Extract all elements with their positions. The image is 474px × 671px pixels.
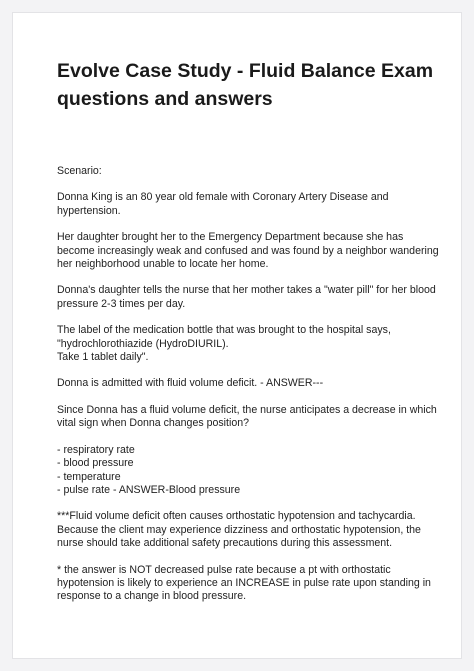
paragraph-admission: Donna is admitted with fluid volume deficit. - ANSWER--- bbox=[57, 377, 324, 390]
document-body bbox=[57, 165, 441, 617]
paragraph-ed-visit: Her daughter brought her to the Emergency Department because she has become increasingly weak and confused and was found by a neighbor wandering her neighborhood unable to locate her home. bbox=[57, 231, 439, 271]
list-item: - temperature bbox=[57, 470, 121, 483]
list-item: - pulse rate - ANSWER-Blood pressure bbox=[57, 483, 241, 496]
paragraph-note: * the answer is NOT decreased pulse rate because a pt with orthostatic hypotension is likely to experience an INCREASE in pulse rate upon standing in response to a change in blood pressure. bbox=[57, 563, 431, 603]
answer-options bbox=[57, 444, 441, 498]
list-item: - blood pressure bbox=[57, 457, 134, 470]
paragraph-water-pill: Donna's daughter tells the nurse that her mother takes a "water pill" for her blood pressure 2-3 times per day. bbox=[57, 284, 436, 310]
paragraph-patient-intro: Donna King is an 80 year old female with Coronary Artery Disease and hypertension. bbox=[57, 191, 389, 217]
question-text: Since Donna has a fluid volume deficit, the nurse anticipates a decrease in which vital sign when Donna changes position? bbox=[57, 403, 437, 430]
scenario-label: Scenario: bbox=[57, 165, 102, 177]
paragraph-rationale: ***Fluid volume deficit often causes orthostatic hypotension and tachycardia. Because the client may experience dizziness and orthostatic hypotension, the nurse should take additional safety precautions during this assessment. bbox=[57, 510, 421, 550]
paragraph-medication-label bbox=[57, 324, 441, 364]
document-page bbox=[12, 12, 462, 659]
list-item: - respiratory rate bbox=[57, 443, 135, 456]
medication-label-line-1: The label of the medication bottle that was brought to the hospital says, "hydrochlorothiazide (HydroDIURIL). bbox=[57, 324, 391, 350]
document-title: Evolve Case Study - Fluid Balance Exam questions and answers bbox=[57, 60, 434, 110]
medication-label-line-2: Take 1 tablet daily". bbox=[57, 351, 149, 364]
